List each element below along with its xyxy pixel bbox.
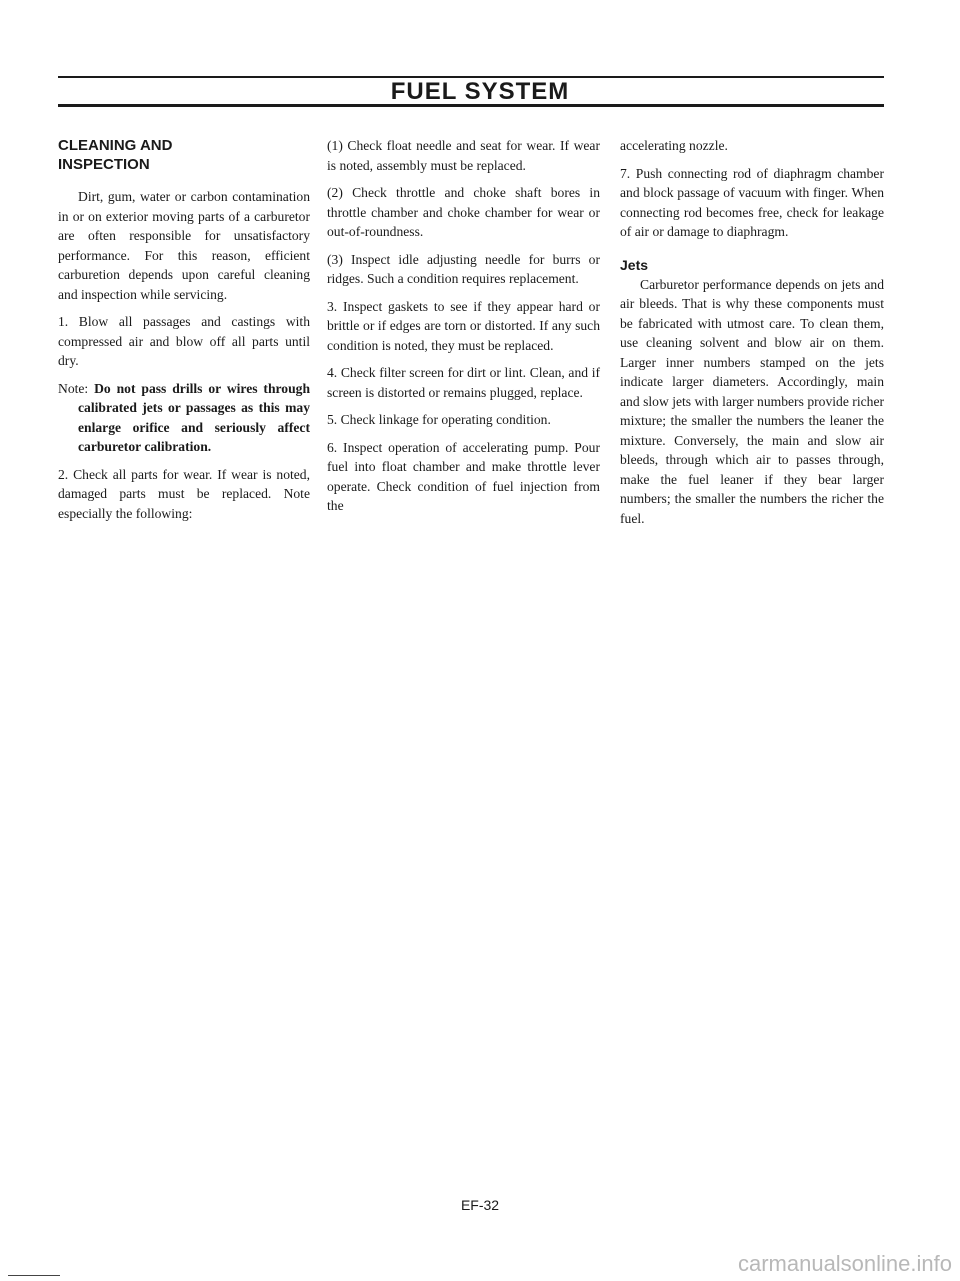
step-2-paragraph: 2. Check all parts for wear. If wear is noted, damaged parts must be replaced. Note especially the following: (58, 466, 310, 521)
column-right (620, 136, 884, 536)
watermark: carmanualsonline.info (737, 1251, 952, 1276)
jets-paragraph: Carburetor performance depends on jets and air bleeds. That is why these components must be fabricated with utmost care. To clean them, use cleaning solvent and blow air on them. Larger inner numbers stamped on the jets indicate larger diameters. Accordingly, main and slow jets with larger numbers provide richer mixture; the smaller the numbers the leaner the mixture. Conversely, the main and slow air bleeds, through which air to passes through, make the fuel leaner if they bear larger numbers; the smaller the numbers the richer the fuel. (620, 276, 884, 526)
column-left (58, 136, 310, 531)
column-middle (327, 136, 600, 524)
note-block (58, 379, 310, 457)
note-label: Note: (58, 380, 89, 396)
step-5-paragraph: 5. Check linkage for operating condition. (327, 412, 551, 427)
page-number: EF-32 (460, 1197, 500, 1213)
intro-paragraph: Dirt, gum, water or carbon contamination in or on exterior moving parts of a carburetor are often responsible for unsatisfactory performance. For this reason, efficient carburetion depends upon careful cleaning and inspection while servicing. (58, 189, 310, 302)
step-4-paragraph: 4. Check filter screen for dirt or lint. Clean, and if screen is distorted or remains plugged, replace. (327, 365, 600, 400)
check-item-2: (2) Check throttle and choke shaft bores in throttle chamber and choke chamber for wear or out-of-roundness. (327, 185, 600, 239)
step-6-paragraph: 6. Inspect operation of accelerating pump. Pour fuel into float chamber and make throttle lever operate. Check condition of fuel injection from the (327, 439, 600, 513)
jets-heading: Jets (620, 256, 649, 273)
note-text: Do not pass drills or wires through calibrated jets or passages as this may enlarge orifice and seriously affect carburetor calibration. (78, 380, 311, 454)
step-3-paragraph: 3. Inspect gaskets to see if they appear hard or brittle or if edges are torn or distorted. If any such condition is noted, they must be replaced. (327, 298, 600, 353)
step-1-paragraph: 1. Blow all passages and castings with compressed air and blow off all parts until dry. (58, 314, 310, 368)
check-item-3: (3) Inspect idle adjusting needle for burrs or ridges. Such a condition requires replacement. (327, 251, 600, 286)
page-title: FUEL SYSTEM (390, 78, 570, 105)
continuation-line: accelerating nozzle. (620, 138, 728, 153)
scan-mark (8, 1275, 60, 1276)
section-heading-cleaning: CLEANING AND INSPECTION (58, 137, 173, 173)
header-rule-bottom (58, 104, 884, 107)
step-7-paragraph: 7. Push connecting rod of diaphragm chamber and block passage of vacuum with finger. When connecting rod becomes free, check for leakage of air or damage to diaphragm. (620, 165, 884, 239)
check-item-1: (1) Check float needle and seat for wear. If wear is noted, assembly must be replaced. (327, 138, 600, 173)
